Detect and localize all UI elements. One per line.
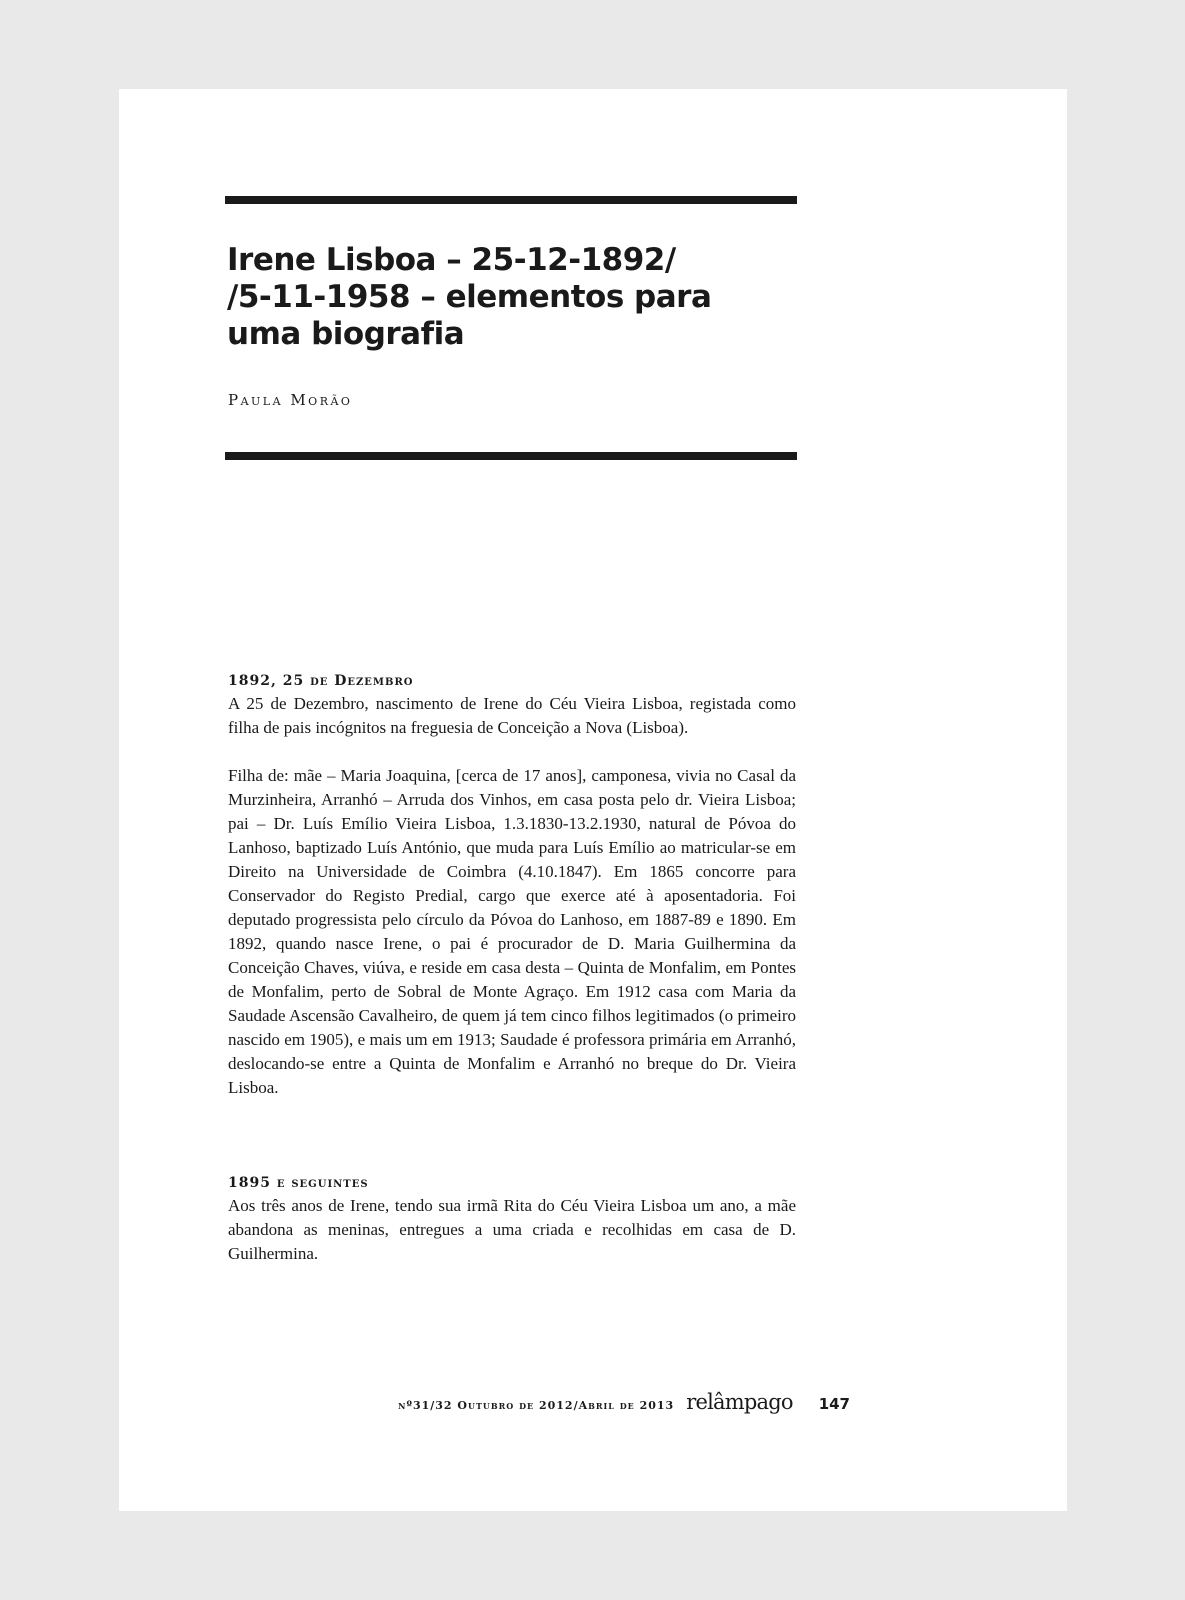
section-paragraph: Aos três anos de Irene, tendo sua irmã Rita do Céu Vieira Lisboa um ano, a mãe abandona as meninas, entregues a uma criada e recolhidas em casa de D. Guilhermina. <box>228 1196 796 1263</box>
article-title <box>227 242 787 353</box>
bottom-rule <box>225 452 797 460</box>
page-footer <box>380 1390 850 1418</box>
title-line: uma biografia <box>227 316 465 352</box>
top-rule <box>225 196 797 204</box>
section-paragraph: Filha de: mãe – Maria Joaquina, [cerca de 17 anos], camponesa, vivia no Casal da Murzinheira, Arranhó – Arruda dos Vinhos, em casa posta pelo dr. Vieira Lisboa; pai – Dr. Luís Emílio Vieira Lisboa, 1.3.1830-13.2.1930, natural de Póvoa do Lanhoso, baptizado Luís António, que muda para Luís Emílio ao matricular-se em Direito na Universidade de Coimbra (4.10.1847). Em 1865 concorre para Conservador do Registo Predial, cargo que exerce até à aposentadoria. Foi deputado progressista pelo círculo da Póvoa do Lanhoso, em 1887-89 e 1890. Em 1892, quando nasce Irene, o pai é procurador de D. Maria Guilhermina da Conceição Chaves, viúva, e reside em casa desta – Quinta de Monfalim, em Pontes de Monfalim, perto de Sobral de Monte Agraço. Em 1912 casa com Maria da Saudade Ascensão Cavalheiro, de quem já tem cinco filhos legitimados (o primeiro nascido em 1905), e mais um em 1913; Saudade é professora primária em Arranhó, deslocando-se entre a Quinta de Monfalim e Arranhó no breque do Dr. Vieira Lisboa. <box>228 766 796 1097</box>
title-line: /5-11-1958 – elementos para <box>227 279 712 315</box>
journal-logo: relâmpago <box>686 1390 793 1414</box>
section-paragraph: A 25 de Dezembro, nascimento de Irene do Céu Vieira Lisboa, registada como filha de pais incógnitos na freguesia de Conceição a Nova (Lisboa). <box>228 694 796 737</box>
title-line: Irene Lisboa – 25-12-1892/ <box>227 242 676 278</box>
article-author: Paula Morão <box>228 391 353 409</box>
section-1892 <box>228 670 796 1100</box>
section-1895 <box>228 1172 796 1266</box>
page-number: 147 <box>818 1395 850 1413</box>
section-heading: 1892, 25 de Dezembro <box>228 673 414 689</box>
section-heading: 1895 e seguintes <box>228 1175 369 1191</box>
footer-issue: nº31/32 Outubro de 2012/Abril de 2013 <box>398 1399 675 1412</box>
